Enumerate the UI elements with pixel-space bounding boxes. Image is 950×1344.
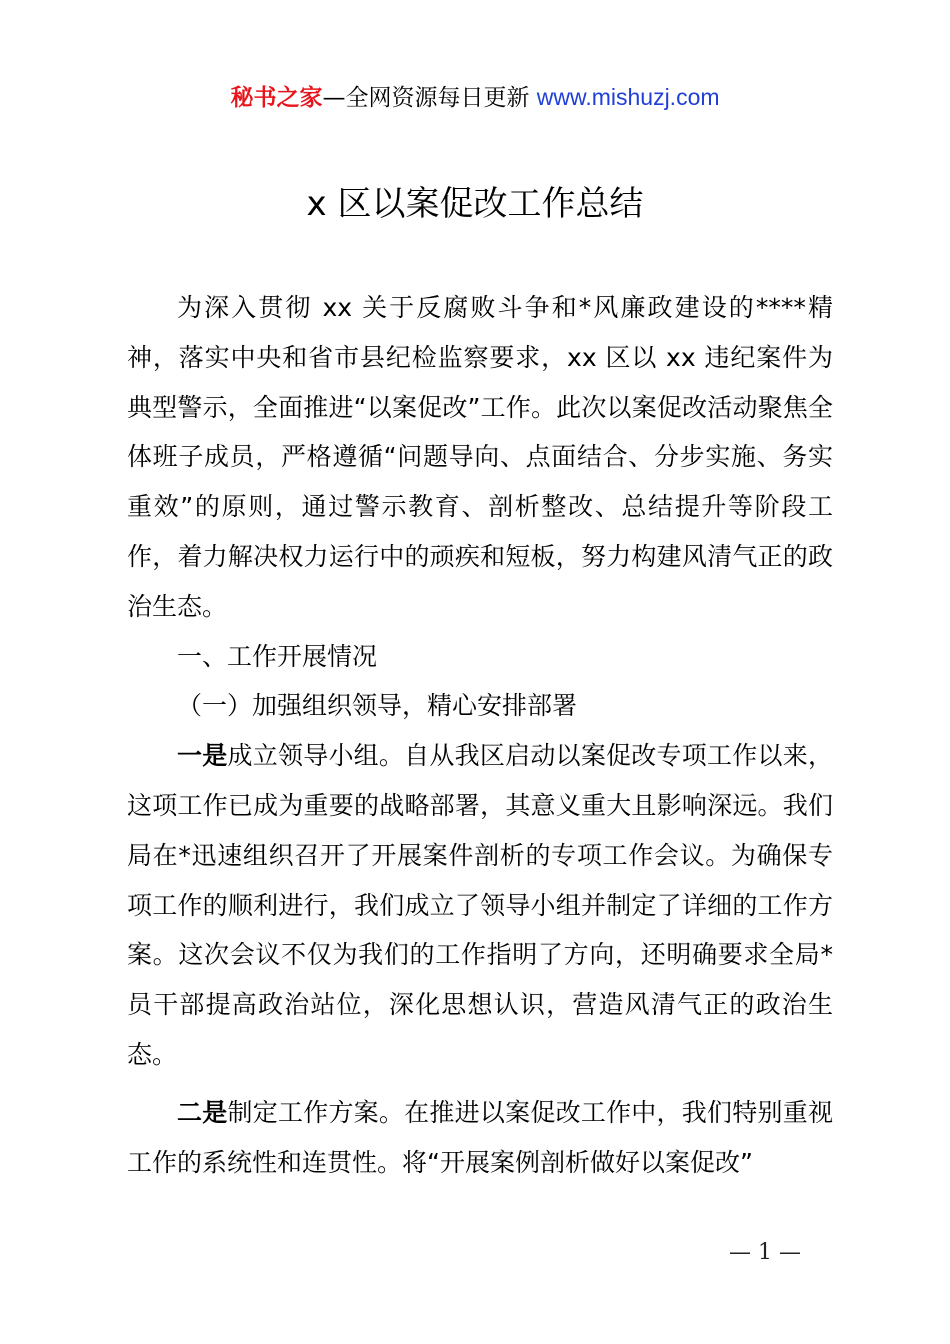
- site-tagline: —全网资源每日更新: [322, 85, 537, 111]
- subsection-heading-1: （一）加强组织领导，精心安排部署: [177, 691, 578, 721]
- section-heading-1: 一、工作开展情况: [177, 641, 378, 671]
- document-title: x 区以案促改工作总结: [306, 184, 644, 224]
- item-1-lead: 一是: [177, 741, 228, 771]
- site-brand: 秘书之家: [230, 85, 323, 111]
- document-body: [127, 283, 833, 1187]
- item-1-text: 成立领导小组。自从我区启动以案促改专项工作以来，这项工作已成为重要的战略部署，其意义重大且影响深远。我们局在*迅速组织召开了开展案件剖析的专项工作会议。为确保专项工作的顺利进行，我们成立了领导小组并制定了详细的工作方案。这次会议不仅为我们的工作指明了方向，还明确要求全局*员干部提高政治站位，深化思想认识，营造风清气正的政治生态。: [127, 741, 833, 1069]
- site-header: [0, 80, 950, 115]
- item-paragraph-2: [127, 1088, 833, 1188]
- site-url-link[interactable]: www.mishuzj.com: [536, 84, 720, 110]
- intro-paragraph: 为深入贯彻 xx 关于反腐败斗争和*风廉政建设的****精神，落实中央和省市县纪检监察要求，xx 区以 xx 违纪案件为典型警示，全面推进“以案促改”工作。此次以案促改活动聚焦全体班子成员，严格遵循“问题导向、点面结合、分步实施、务实重效”的原则，通过警示教育、剖析整改、总结提升等阶段工作，着力解决权力运行中的顽疾和短板，努力构建风清气正的政治生态。: [127, 293, 833, 621]
- item-2-lead: 二是: [177, 1097, 228, 1127]
- page-number: — 1 —: [729, 1240, 801, 1265]
- item-paragraph-1: [127, 731, 833, 1080]
- item-2-text: 制定工作方案。在推进以案促改工作中，我们特别重视工作的系统性和连贯性。将“开展案例剖析做好以案促改”: [127, 1097, 833, 1177]
